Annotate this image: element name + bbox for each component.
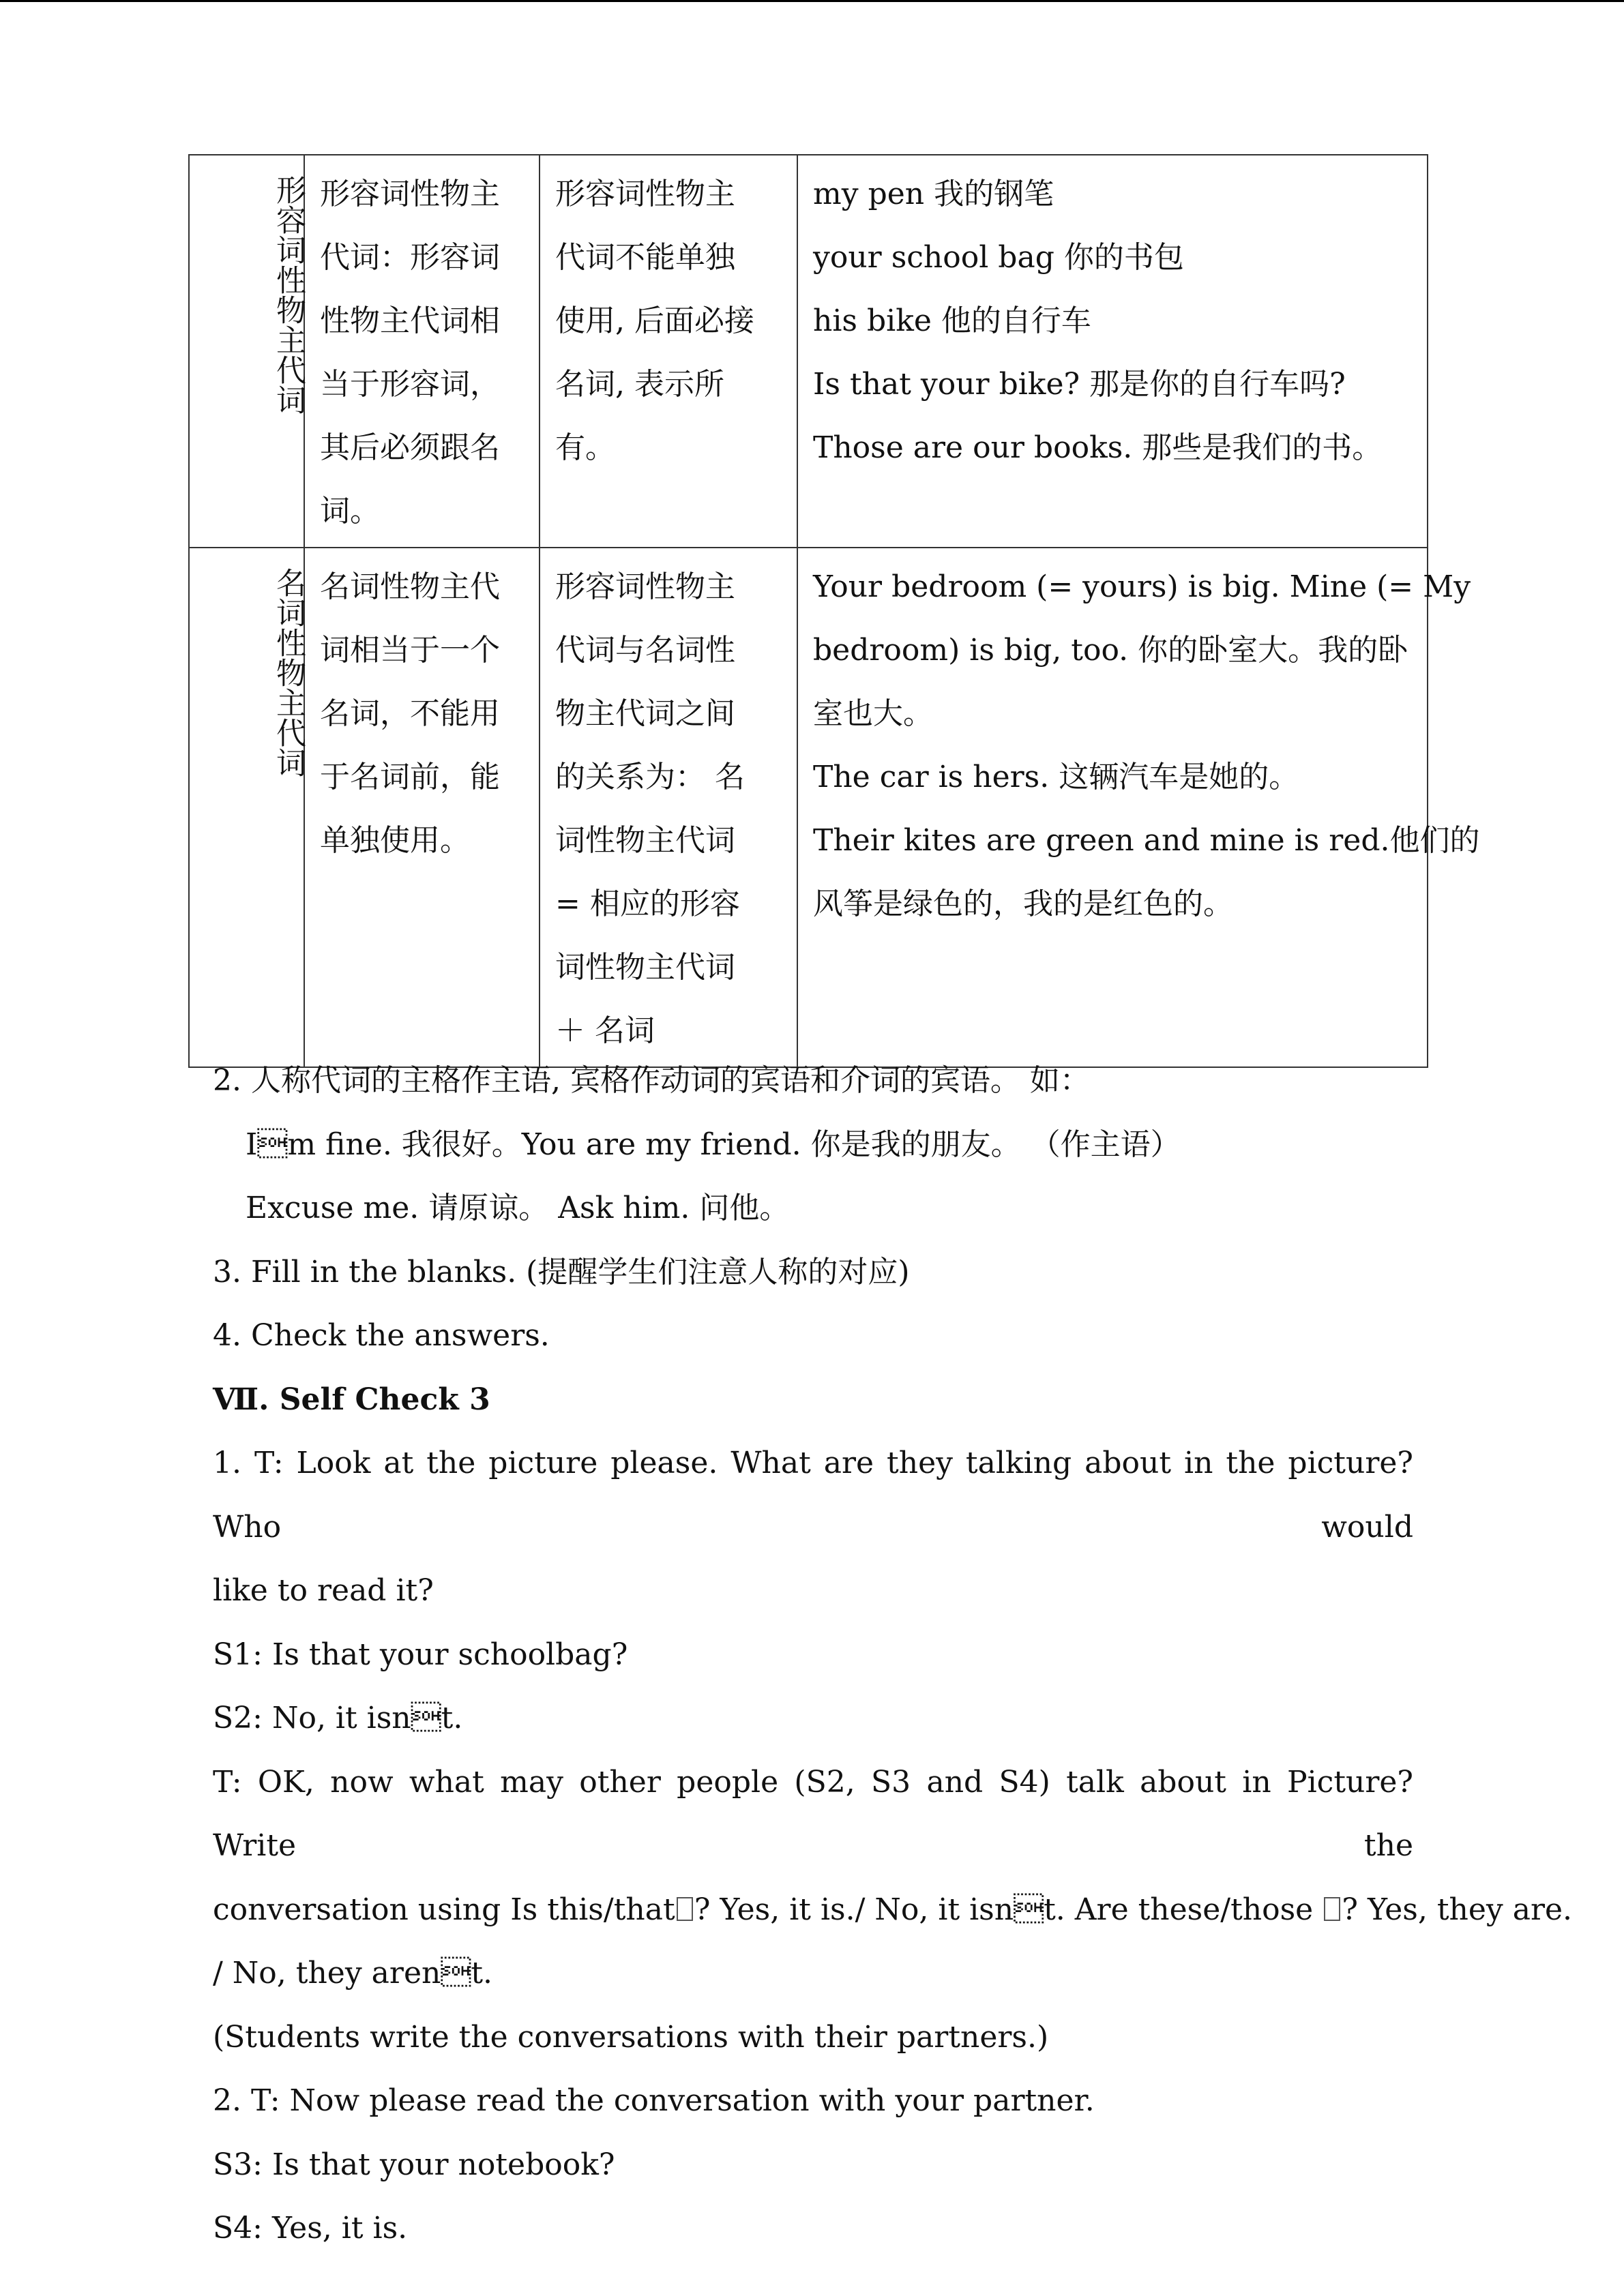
row-term-cell — [189, 155, 304, 548]
example-line: Their kites are green and mine is red.他们的 — [813, 823, 1480, 858]
usage-line: 使用, 后面必接 — [555, 303, 754, 338]
paragraph: Excuse me. 请原谅。 Ask him. 问他。 — [246, 1191, 790, 1225]
missing-glyph-box-icon — [677, 1897, 693, 1921]
missing-glyph-box-icon — [1324, 1897, 1340, 1921]
row-term-cell — [189, 548, 304, 1067]
examples-cell — [797, 155, 1428, 548]
usage-line: 词性物主代词 — [555, 823, 735, 858]
usage-line: ＋ 名词 — [555, 1013, 655, 1048]
definition-line: 其后必须跟名 — [320, 430, 500, 465]
definition-cell — [304, 548, 540, 1067]
paragraph: like to read it? — [213, 1573, 434, 1608]
definition-line: 单独使用。 — [320, 823, 470, 858]
paragraph: / No, they arent. — [213, 1956, 492, 1991]
definition-line: 形容词性物主 — [320, 177, 500, 211]
paragraph: 2. 人称代词的主格作主语, 宾格作动词的宾语和介词的宾语。 如： — [213, 1063, 1090, 1098]
example-line: Those are our books. 那些是我们的书。 — [813, 430, 1383, 465]
definition-line: 名词性物主代 — [320, 569, 500, 604]
usage-line: 有。 — [555, 430, 615, 465]
paragraph: T: OK, now what may other people (S2, S3 and S4) talk about in Picture? Write the — [213, 1764, 1413, 1863]
paragraph — [213, 1878, 1573, 1942]
usage-line: 形容词性物主 — [555, 569, 735, 604]
usage-cell — [540, 548, 797, 1067]
paragraph-fragment: ? Yes, they are. — [1342, 1892, 1573, 1927]
definition-cell — [304, 155, 540, 548]
paragraph: S3: Is that your notebook? — [213, 2147, 615, 2182]
usage-line: 形容词性物主 — [555, 177, 735, 211]
paragraph: Im fine. 我很好。You are my friend. 你是我的朋友。 （作主语） — [246, 1127, 1181, 1162]
examples-cell — [797, 548, 1480, 1067]
definition-line: 于名词前，能 — [320, 760, 500, 794]
example-line: The car is hers. 这辆汽车是她的。 — [813, 760, 1299, 794]
usage-line: 的关系为： 名 — [555, 760, 745, 794]
usage-line: 代词与名词性 — [555, 633, 735, 668]
definition-line: 词相当于一个 — [320, 633, 500, 668]
example-line: bedroom) is big, too. 你的卧室大。我的卧 — [813, 633, 1408, 668]
usage-line: 物主代词之间 — [555, 696, 735, 731]
definition-line: 当于形容词， — [320, 367, 500, 402]
example-line: 风筝是绿色的，我的是红色的。 — [813, 886, 1233, 921]
paragraph-fragment: conversation using Is this/that — [213, 1892, 675, 1927]
definition-line: 性物主代词相 — [320, 303, 500, 338]
example-line: your school bag 你的书包 — [813, 240, 1184, 275]
paragraph: 3. Fill in the blanks. (提醒学生们注意人称的对应) — [213, 1254, 910, 1289]
example-line: 室也大。 — [813, 696, 933, 731]
example-line: my pen 我的钢笔 — [813, 177, 1054, 211]
table-row — [189, 548, 1428, 1067]
paragraph: S2: No, it isnt. — [213, 1701, 463, 1735]
row-term: 名词性物主代词 — [271, 567, 306, 777]
paragraph: 2. T: Now please read the conversation with your partner. — [213, 2083, 1095, 2118]
paragraph-fragment: ? Yes, it is./ No, it isnt. Are these/those — [694, 1892, 1314, 1927]
row-term: 形容词性物主代词 — [271, 175, 306, 415]
table-row — [189, 155, 1428, 548]
example-line: Your bedroom (= yours) is big. Mine (= My — [813, 569, 1471, 604]
paragraph: S1: Is that your schoolbag? — [213, 1637, 628, 1672]
definition-line: 名词，不能用 — [320, 696, 500, 731]
usage-cell — [540, 155, 797, 548]
section-heading: Ⅶ. Self Check 3 — [213, 1382, 490, 1417]
usage-line: = 相应的形容 — [555, 886, 740, 921]
definition-line: 代词：形容词 — [320, 240, 500, 275]
usage-line: 词性物主代词 — [555, 950, 735, 985]
definition-line: 词。 — [320, 494, 380, 528]
usage-line: 代词不能单独 — [555, 240, 735, 275]
paragraph: S4: Yes, it is. — [213, 2211, 408, 2246]
paragraph: 4. Check the answers. — [213, 1318, 550, 1353]
example-line: his bike 他的自行车 — [813, 303, 1091, 338]
usage-line: 名词, 表示所 — [555, 367, 724, 402]
example-line: Is that your bike? 那是你的自行车吗? — [813, 367, 1346, 402]
paragraph: (Students write the conversations with their partners.) — [213, 2019, 1049, 2055]
paragraph: 1. T: Look at the picture please. What are they talking about in the picture? Who would — [213, 1446, 1413, 1545]
top-border-line — [0, 0, 1624, 2]
possessive-pronoun-table — [188, 154, 1480, 1068]
lesson-body — [213, 1049, 1573, 2261]
